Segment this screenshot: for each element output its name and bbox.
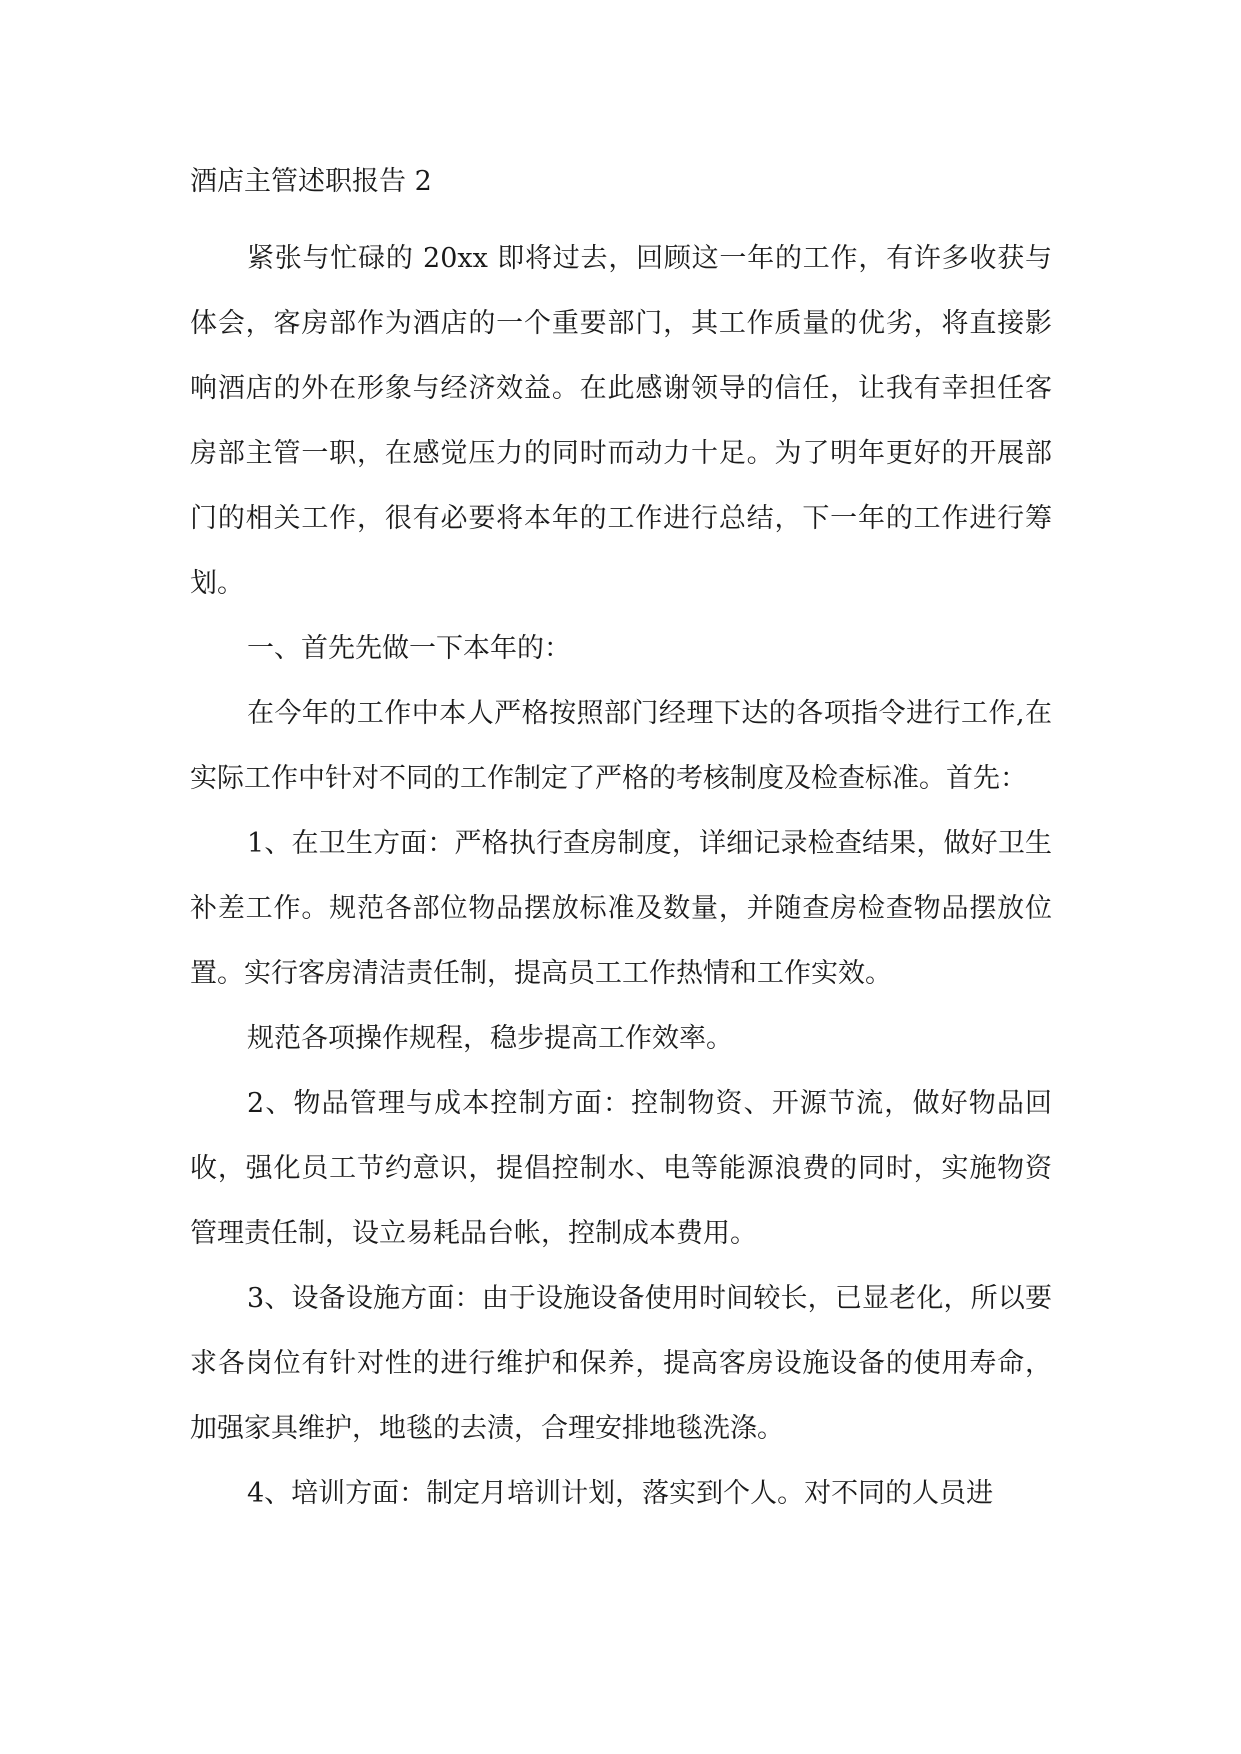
document-title: 酒店主管述职报告 2 [190, 166, 432, 197]
paragraph-training: 4、培训方面：制定月培训计划，落实到个人。对不同的人员进 [247, 1478, 994, 1509]
paragraph-cost-control: 2、物品管理与成本控制方面：控制物资、开源节流，做好物品回收，强化员工节约意识，提倡控制水、电等能源浪费的同时，实施物资管理责任制，设立易耗品台帐，控制成本费用。 [190, 1088, 1052, 1249]
document-body [190, 226, 1052, 1526]
paragraph-overview: 在今年的工作中本人严格按照部门经理下达的各项指令进行工作,在实际工作中针对不同的工作制定了严格的考核制度及检查标准。首先： [190, 698, 1052, 794]
paragraph-equipment: 3、设备设施方面：由于设施设备使用时间较长，已显老化，所以要求各岗位有针对性的进行维护和保养，提高客房设施设备的使用寿命，加强家具维护，地毯的去渍，合理安排地毯洗涤。 [190, 1283, 1052, 1444]
paragraph-section-heading: 一、首先先做一下本年的： [247, 633, 571, 664]
paragraph-procedures: 规范各项操作规程，稳步提高工作效率。 [247, 1023, 733, 1054]
paragraph-hygiene: 1、在卫生方面：严格执行查房制度，详细记录检查结果，做好卫生补差工作。规范各部位物品摆放标准及数量，并随查房检查物品摆放位置。实行客房清洁责任制，提高员工工作热情和工作实效。 [190, 828, 1052, 989]
paragraph-intro: 紧张与忙碌的 20xx 即将过去，回顾这一年的工作，有许多收获与体会，客房部作为酒店的一个重要部门，其工作质量的优劣，将直接影响酒店的外在形象与经济效益。在此感谢领导的信任，让我有幸担任客房部主管一职，在感觉压力的同时而动力十足。为了明年更好的开展部门的相关工作，很有必要将本年的工作进行总结，下一年的工作进行筹划。 [190, 243, 1052, 599]
